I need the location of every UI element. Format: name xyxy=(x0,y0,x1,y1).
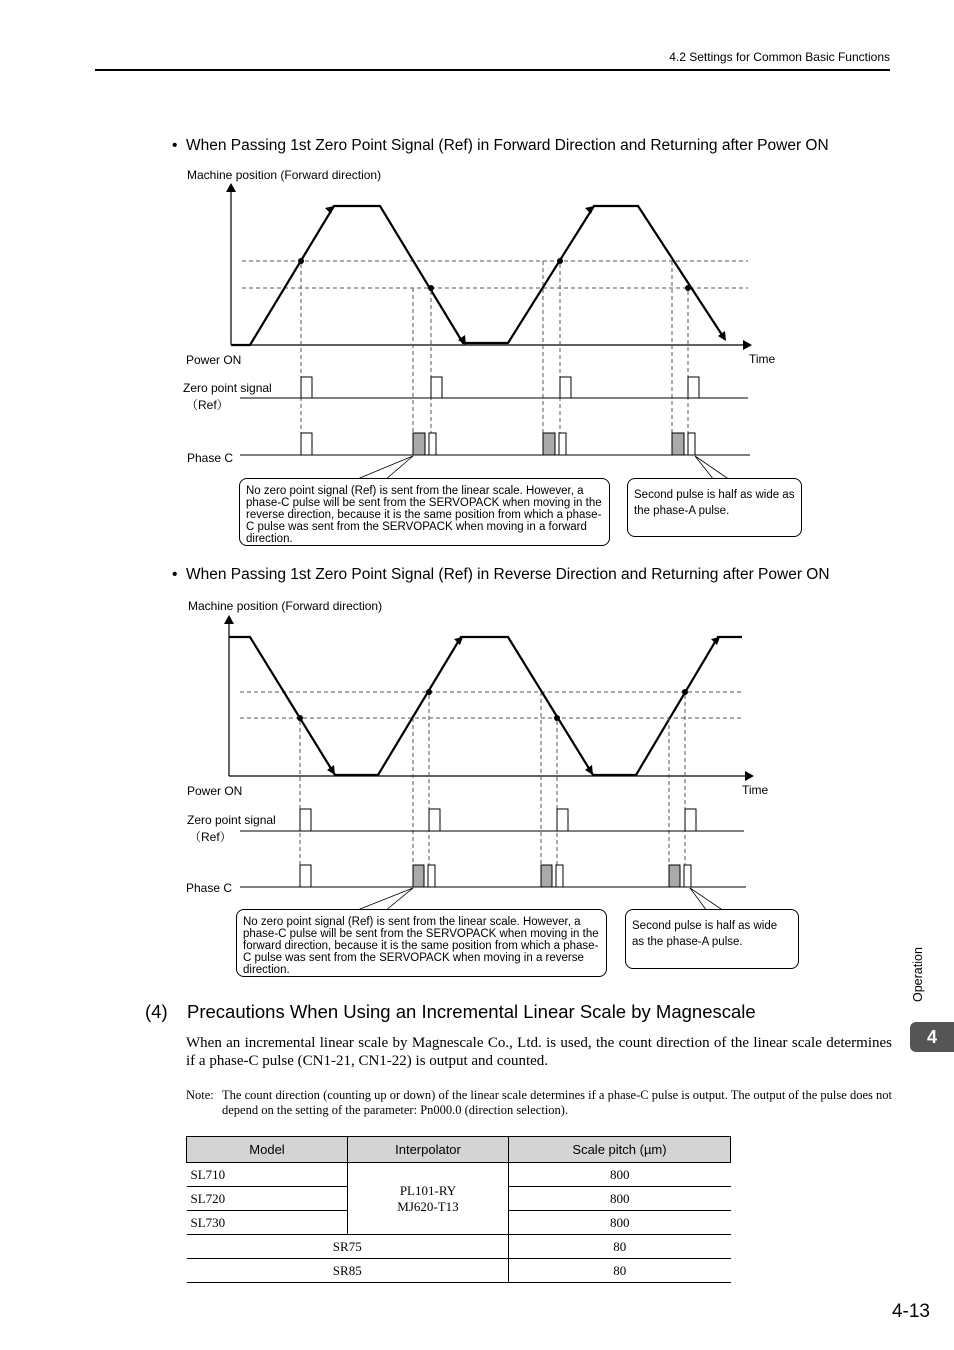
diagram2-time-label: Time xyxy=(742,783,769,797)
d2-callout-right-pointer xyxy=(690,888,724,911)
magnescale-table xyxy=(186,1136,731,1283)
d2-arrow-up-1 xyxy=(454,637,463,645)
d2-dot-2 xyxy=(426,689,432,695)
note-label: Note: xyxy=(186,1088,214,1102)
model-cell: SL710 xyxy=(187,1163,348,1187)
diagram2-callout-left: No zero point signal (Ref) is sent from the linear scale. However, a phase-C pulse will be sent from the SERVOPACK when moving in the forward direction, because it is the same position from which a phase-C pulse was sent from the SERVOPACK when moving in a reverse direction. xyxy=(236,909,607,977)
d1-zero-signal-pulses xyxy=(301,377,699,398)
table-row xyxy=(187,1163,731,1187)
diagram1-timing-chart xyxy=(0,0,954,560)
chapter-label-text: Operation xyxy=(911,947,925,1002)
d2-zero-signal-pulses xyxy=(300,809,696,831)
pitch-cell: 80 xyxy=(509,1259,731,1283)
diagram2-zero-signal-label: Zero point signal xyxy=(187,813,276,827)
chapter-tab: 4 xyxy=(910,1022,954,1052)
d2-dot-4 xyxy=(682,689,688,695)
table-header-model: Model xyxy=(187,1137,348,1163)
table-row xyxy=(187,1235,731,1259)
section-number: (4) xyxy=(145,1001,168,1022)
table-header-row xyxy=(187,1137,731,1163)
diagram1-time-label: Time xyxy=(749,352,776,366)
diagram1-callout-right: Second pulse is half as wide as the phase-A pulse. xyxy=(627,478,802,537)
d2-drop-lines xyxy=(300,692,685,887)
diagram2-callout-right: Second pulse is half as wide as the phase-A pulse. xyxy=(625,909,799,969)
diagram1-callout-left: No zero point signal (Ref) is sent from the linear scale. However, a phase-C pulse will be sent from the SERVOPACK when moving in the reverse direction, because it is the same position from which a phase-C pulse was sent from the SERVOPACK when moving in a forward direction. xyxy=(239,478,610,546)
diagram1-phase-c-label: Phase C xyxy=(187,451,234,465)
chapter-side-label xyxy=(911,938,927,1002)
d2-trajectory xyxy=(229,637,742,775)
bullet-dot: • xyxy=(172,137,178,154)
d1-trajectory xyxy=(231,206,724,345)
pitch-cell: 800 xyxy=(509,1163,731,1187)
d1-callout-left-pointer xyxy=(355,456,413,480)
section-body-text: When an incremental linear scale by Magnescale Co., Ltd. is used, the count direction of the linear scale determines if a phase-C pulse (CN1-21, CN1-22) is output and counted. xyxy=(186,1035,892,1069)
section-title: Precautions When Using an Incremental Linear Scale by Magnescale xyxy=(187,1001,756,1022)
d1-dot-2 xyxy=(428,285,434,291)
d1-dot-1 xyxy=(298,258,304,264)
d2-arrow-up-2 xyxy=(711,637,720,645)
table-header-interpolator: Interpolator xyxy=(348,1137,509,1163)
d2-dot-1 xyxy=(297,715,303,721)
d1-drop-lines xyxy=(301,261,688,455)
model-cell: SR75 xyxy=(187,1235,509,1259)
d2-phase-c-pulses xyxy=(300,865,691,887)
diagram1-power-on-label: Power ON xyxy=(186,353,242,367)
pitch-cell: 800 xyxy=(509,1211,731,1235)
diagram1-ref-label: （Ref） xyxy=(186,398,229,412)
note-text: The count direction (counting up or down) of the linear scale determines if a phase-C pulse is output. The output of the pulse does not depend on the setting of the parameter: Pn000.0 (direction selection). xyxy=(222,1088,892,1117)
interpolator-cell xyxy=(348,1163,509,1235)
bullet-dot: • xyxy=(172,566,178,583)
model-cell: SR85 xyxy=(187,1259,509,1283)
diagram1-heading-text: When Passing 1st Zero Point Signal (Ref) in Forward Direction and Returning after Power ON xyxy=(186,137,829,154)
model-cell: SL730 xyxy=(187,1211,348,1235)
pitch-cell: 800 xyxy=(509,1187,731,1211)
d1-phase-c-pulses xyxy=(301,433,695,455)
d2-callout-left-pointer xyxy=(355,888,413,911)
table-row xyxy=(187,1259,731,1283)
section-heading xyxy=(145,1001,756,1023)
diagram2-ref-label: （Ref） xyxy=(189,830,232,844)
running-header: 4.2 Settings for Common Basic Functions xyxy=(669,50,890,64)
diagram2-heading-text: When Passing 1st Zero Point Signal (Ref) in Reverse Direction and Returning after Power ON xyxy=(186,566,830,583)
interpolator-line-2: MJ620-T13 xyxy=(397,1198,459,1214)
model-cell: SL720 xyxy=(187,1187,348,1211)
pitch-cell: 80 xyxy=(509,1235,731,1259)
diagram2-power-on-label: Power ON xyxy=(187,784,243,798)
d2-dot-3 xyxy=(554,715,560,721)
table-header-pitch: Scale pitch (µm) xyxy=(509,1137,731,1163)
diagram2-y-axis-label: Machine position (Forward direction) xyxy=(188,599,383,613)
d1-dot-3 xyxy=(557,258,563,264)
d1-callout-right-pointer xyxy=(695,456,730,480)
diagram1-zero-signal-label: Zero point signal xyxy=(183,381,272,395)
d1-dot-4 xyxy=(685,285,691,291)
interpolator-line-1: PL101-RY xyxy=(399,1182,457,1198)
note xyxy=(186,1088,892,1118)
diagram1-y-axis-label: Machine position (Forward direction) xyxy=(187,168,382,182)
page-number: 4-13 xyxy=(891,1301,930,1322)
diagram2-phase-c-label: Phase C xyxy=(186,881,233,895)
